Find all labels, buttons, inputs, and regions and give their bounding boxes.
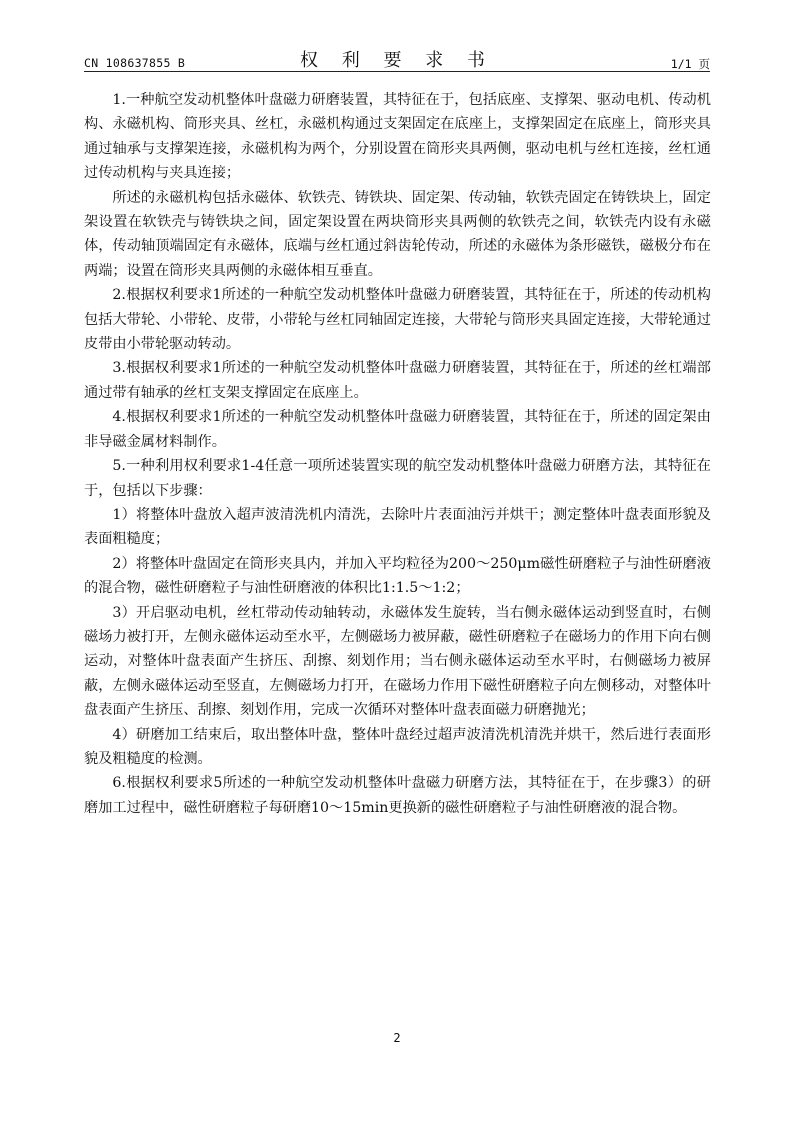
claim-paragraph: 5.一种利用权利要求1-4任意一项所述装置实现的航空发动机整体叶盘磁力研磨方法，其特征在于，包括以下步骤： (84, 458, 711, 499)
claim-paragraph: 3）开启驱动电机，丝杠带动传动轴转动，永磁体发生旋转，当右侧永磁体运动到竖直时，右侧磁场力被打开，左侧永磁体运动至水平，左侧磁场力被屏蔽，磁性研磨粒子在磁场力的作用下向右侧运动，对整体叶盘表面产生挤压、刮擦、刻划作用；当右侧永磁体运动至水平时，右侧磁场力被屏蔽，左侧永磁体运动至竖直，左侧磁场力打开，在磁场力作用下磁性研磨粒子向左侧移动，对整体叶盘表面产生挤压、刮擦、刻划作用，完成一次循环对整体叶盘表面磁力研磨抛光； (84, 604, 711, 719)
page-header (84, 44, 710, 70)
document-title: 权 利 要 求 书 (300, 50, 494, 71)
claim-paragraph: 4.根据权利要求1所述的一种航空发动机整体叶盘磁力研磨装置，其特征在于，所述的固定架由非导磁金属材料制作。 (84, 409, 711, 450)
patent-number: CN 108637855 B (84, 56, 186, 70)
claim-paragraph: 2.根据权利要求1所述的一种航空发动机整体叶盘磁力研磨装置，其特征在于，所述的传动机构包括大带轮、小带轮、皮带，小带轮与丝杠同轴固定连接，大带轮与筒形夹具固定连接，大带轮通过皮带由小带轮驱动转动。 (84, 287, 711, 353)
claim-paragraph: 3.根据权利要求1所述的一种航空发动机整体叶盘磁力研磨装置，其特征在于，所述的丝杠端部通过带有轴承的丝杠支架支撑固定在底座上。 (84, 360, 711, 401)
claim-paragraph: 1.一种航空发动机整体叶盘磁力研磨装置，其特征在于，包括底座、支撑架、驱动电机、传动机构、永磁机构、筒形夹具、丝杠，永磁机构通过支架固定在底座上，支撑架固定在底座上，筒形夹具通过轴承与支撑架连接，永磁机构为两个，分别设置在筒形夹具两侧，驱动电机与丝杠连接，丝杠通过传动机构与夹具连接； (84, 92, 711, 182)
claim-paragraph: 1）将整体叶盘放入超声波清洗机内清洗，去除叶片表面油污并烘干；测定整体叶盘表面形貌及表面粗糙度； (84, 506, 711, 548)
page-indicator: 1/1 页 (670, 57, 710, 71)
page-number: 2 (393, 1031, 401, 1045)
claim-paragraph: 4）研磨加工结束后，取出整体叶盘，整体叶盘经过超声波清洗机清洗并烘干，然后进行表面形貌及粗糙度的检测。 (84, 726, 711, 767)
claim-paragraph: 2）将整体叶盘固定在筒形夹具内，并加入平均粒径为200～250μm磁性研磨粒子与油性研磨液的混合物，磁性研磨粒子与油性研磨液的体积比1:1.5～1:2； (84, 555, 711, 597)
claim-paragraph: 所述的永磁机构包括永磁体、软铁壳、铸铁块、固定架、传动轴，软铁壳固定在铸铁块上，固定架设置在软铁壳与铸铁块之间，固定架设置在两块筒形夹具两侧的软铁壳之间，软铁壳内设有永磁体，传动轴顶端固定有永磁体，底端与丝杠通过斜齿轮传动，所述的永磁体为条形磁铁，磁极分布在两端；设置在筒形夹具两侧的永磁体相互垂直。 (84, 189, 711, 279)
claim-paragraph: 6.根据权利要求5所述的一种航空发动机整体叶盘磁力研磨方法，其特征在于，在步骤3）的研磨加工过程中，磁性研磨粒子每研磨10～15min更换新的磁性研磨粒子与油性研磨液的混合物。 (84, 775, 711, 816)
claims-body (84, 88, 711, 820)
header-rule (84, 71, 710, 72)
